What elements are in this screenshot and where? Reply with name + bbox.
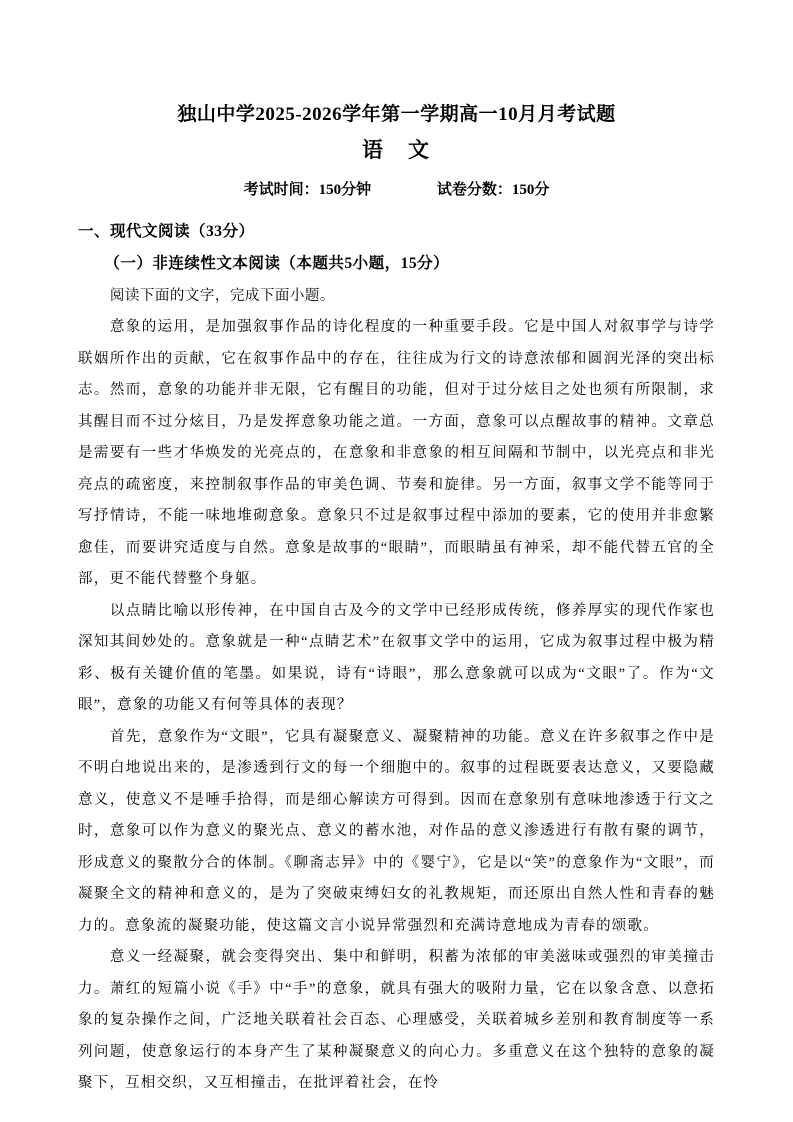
exam-score-label: 试卷分数：150分	[436, 182, 550, 198]
exam-info-line	[78, 180, 715, 200]
passage-paragraph-2: 以点睛比喻以形传神，在中国自古及今的文学中已经形成传统，修养厚实的现代作家也深知其间妙处的。意象就是一种“点睛艺术”在叙事文学中的运用，它成为叙事过程中极为精彩、极有关键价值的笔墨。如果说，诗有“诗眼”，那么意象就可以成为“文眼”了。作为“文眼”，意象的功能又有何等具体的表现？	[78, 602, 715, 713]
reading-instruction: 阅读下面的文字，完成下面小题。	[109, 288, 335, 304]
passage-paragraph-3: 首先，意象作为“文眼”，它具有凝聚意义、凝聚精神的功能。意义在许多叙事之作中是不明白地说出来的，是渗透到行文的每一个细胞中的。叙事的过程既要表达意义，又要隐藏意义，使意义不是唾手拾得，而是细心解读方可得到。因而在意象别有意味地渗透于行文之时，意象可以作为意义的聚光点、意义的蓄水池，对作品的意义渗透进行有散有聚的调节，形成意义的聚散分合的体制。《聊斋志异》中的《婴宁》，它是以“笑”的意象作为“文眼”，而凝聚全文的精神和意义的，是为了突破束缚妇女的礼教规矩，而还原出自然人性和青春的魅力的。意象流的凝聚功能，使这篇文言小说异常强烈和充满诗意地成为青春的颂歌。	[78, 728, 715, 934]
subsection-heading-noncontinuous-text: （一）非连续性文本阅读（本题共5小题，15分）	[104, 255, 450, 272]
section-heading-modern-reading: 一、现代文阅读（33分）	[78, 223, 255, 240]
exam-time-label: 考试时间：150分钟	[243, 182, 372, 198]
exam-title: 独山中学2025-2026学年第一学期高一10月月考试题	[177, 104, 616, 125]
subject-title: 语 文	[362, 138, 431, 162]
passage-paragraph-4: 意义一经凝聚，就会变得突出、集中和鲜明，积蓄为浓郁的审美滋味或强烈的审美撞击力。萧红的短篇小说《手》中“手”的意象，就具有强大的吸附力量，它在以象含意、以意拓象的复杂操作之间，广泛地关联着社会百态、心理感受，关联着城乡差别和教育制度等一系列问题，使意象运行的本身产生了某种凝聚意义的向心力。多重意义在这个独特的意象的凝聚下，互相交织，又互相撞击，在批评着社会，在怜	[78, 949, 715, 1091]
passage-paragraph-1: 意象的运用，是加强叙事作品的诗化程度的一种重要手段。它是中国人对叙事学与诗学联姻所作出的贡献，它在叙事作品中的存在，往往成为行文的诗意浓郁和圆润光泽的突出标志。然而，意象的功能并非无限，它有醒目的功能，但对于过分炫目之处也须有所限制，求其醒目而不过分炫目，乃是发挥意象功能之道。一方面，意象可以点醒故事的精神。文章总是需要有一些才华焕发的光亮点的，在意象和非意象的相互间隔和节制中，以光亮点和非光亮点的疏密度，来控制叙事作品的审美色调、节奏和旋律。另一方面，叙事文学不能等同于写抒情诗，不能一味地堆砌意象。意象只不过是叙事过程中添加的要素，它的使用并非愈繁愈佳，而要讲究适度与自然。意象是故事的“眼睛”，而眼睛虽有神采，却不能代替五官的全部，更不能代替整个身躯。	[78, 319, 715, 587]
